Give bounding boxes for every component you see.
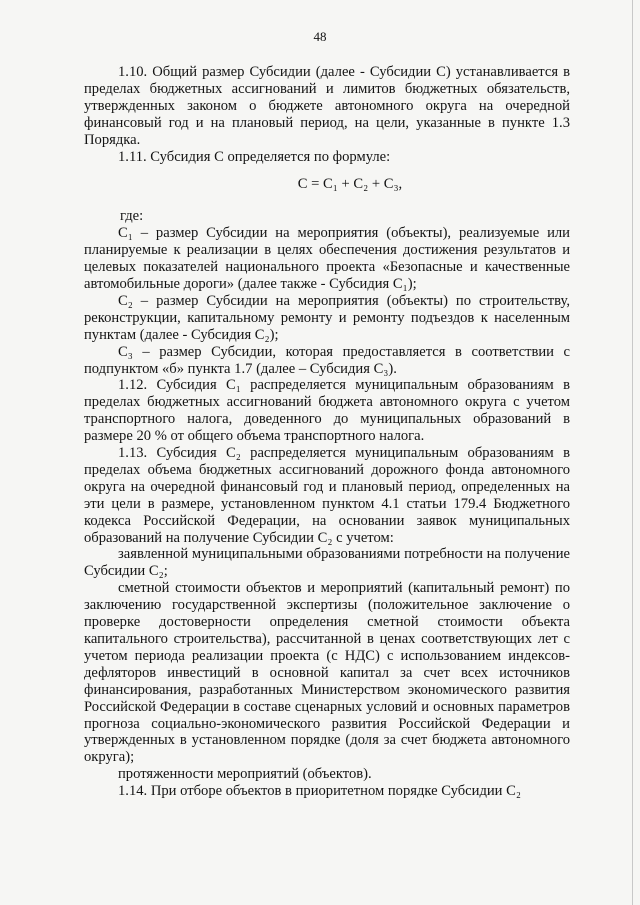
formula: С = С₁ + С₂ + С₃, [297,176,403,193]
criterion-length: протяженности мероприятий (объектов). [118,766,372,783]
paragraph-1-13: 1.13. Субсидия С₂ распределяется муниципальным образованиям в пределах объема бюджетных ассигнований дорожного фонда автономного округа на очередной финансовый год и плановый период, определенных на эти цели в размере, установленном пунктом 4.1 статьи 179.4 Бюджетного кодекса Российской Федерации, на основании заявок муниципальных образований на получение Субсидии С₂ с учетом: [84,445,570,546]
criterion-demand: заявленной муниципальными образованиями потребности на получение Субсидии С₂; [84,546,570,580]
paragraph-1-14: 1.14. При отборе объектов в приоритетном порядке Субсидии С₂ [118,783,521,800]
document-body [84,64,570,800]
page-number: 48 [313,29,327,44]
formula-where-label: где: [120,208,144,225]
paragraph-1-12: 1.12. Субсидия С₁ распределяется муниципальным образованиям в пределах бюджетных ассигнований бюджета автономного округа с учетом транспортного налога, доведенного до муниципальных образований в размере 20 % от общего объема транспортного налога. [84,377,570,445]
criterion-estimated-cost: сметной стоимости объектов и мероприятий (капитальный ремонт) по заключению государственной экспертизы (положительное заключение о проверке достоверности определения сметной стоимости объекта капитального строительства), рассчитанной в ценах соответствующих лет с учетом периода реализации проекта (с НДС) с использованием индексов-дефляторов инвестиций в основной капитал за счет всех источников финансирования, разработанных Министерством экономического развития Российской Федерации в составе сценарных условий и основных параметров прогноза социально-экономического развития Российской Федерации и утвержденных в установленном порядке (доля за счет бюджета автономного округа); [84,580,570,766]
definition-c2: С₂ – размер Субсидии на мероприятия (объекты) по строительству, реконструкции, капитальному ремонту и ремонту подъездов к населенным пунктам (далее - Субсидия С₂); [84,292,570,343]
paragraph-1-11: 1.11. Субсидия С определяется по формуле: [118,148,391,165]
definition-c3: С₃ – размер Субсидии, которая предоставляется в соответствии с подпунктом «б» пункта 1.7 (далее – Субсидия С₃). [84,343,570,377]
paragraph-1-10: 1.10. Общий размер Субсидии (далее - Субсидии С) устанавливается в пределах бюджетных ассигнований и лимитов бюджетных обязательств, утвержденных законом о бюджете автономного округа на очередной финансовый год и на плановый период, на цели, указанные в пункте 1.3 Порядка. [84,64,570,148]
formula-block [84,176,570,193]
definition-c1: С₁ – размер Субсидии на мероприятия (объекты), реализуемые или планируемые к реализации в целях обеспечения достижения результатов и целевых показателей национального проекта «Безопасные и качественные автомобильные дороги» (далее также - Субсидия С₁); [84,225,570,292]
scan-edge-line [632,0,633,905]
